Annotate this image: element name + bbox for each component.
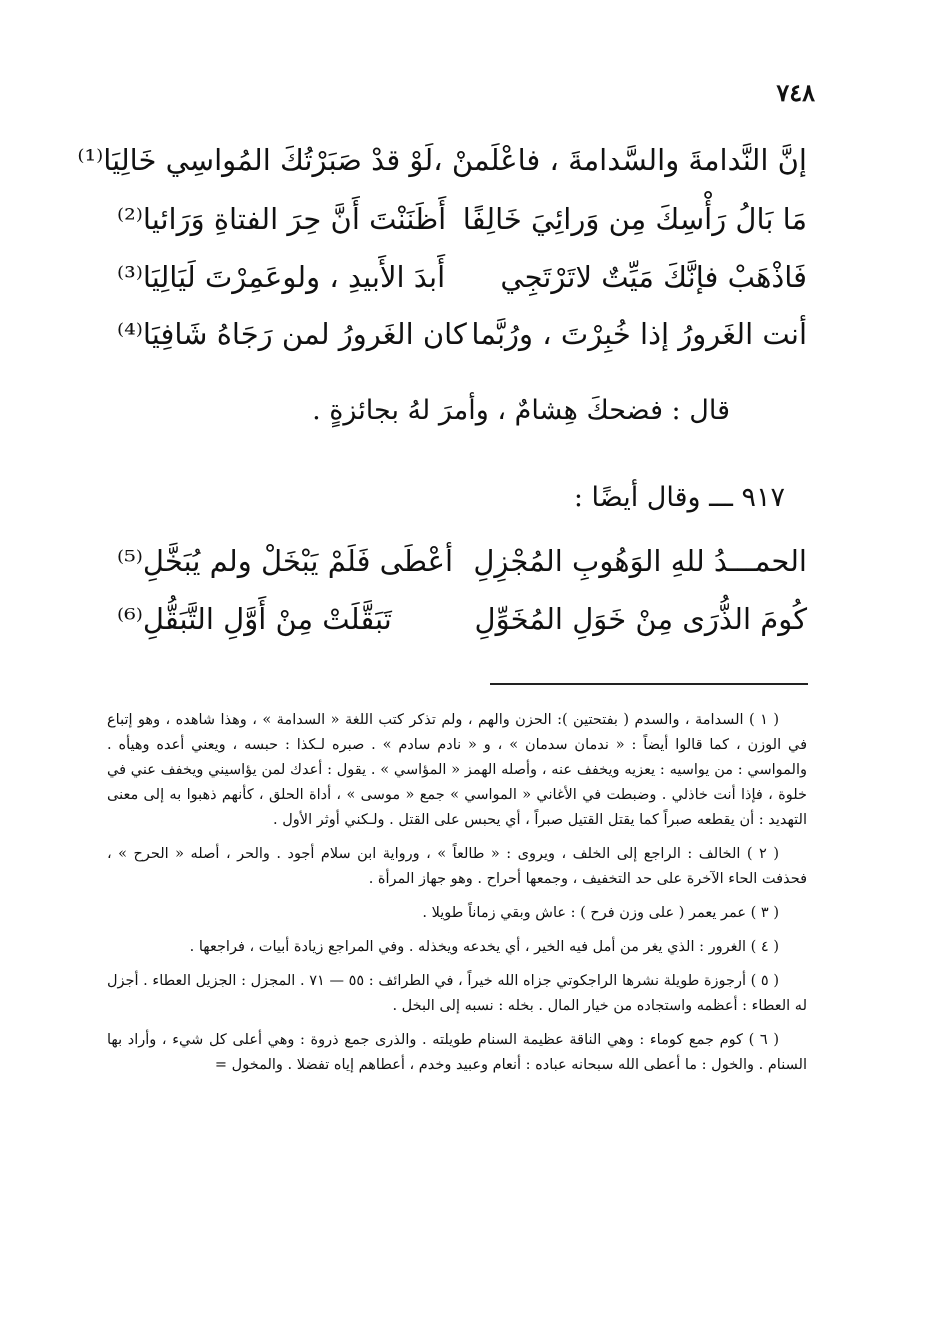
footnote bbox=[107, 842, 807, 892]
footnote-line: ( ٢ ) الخالف : الراجع إلى الخلف ، ويروى : « طالعاً » ، ورواية ابن سلام أجود . والحر ، bbox=[225, 846, 779, 862]
verse-line bbox=[117, 260, 807, 294]
footnote bbox=[107, 969, 807, 1019]
footnote bbox=[107, 935, 807, 960]
section-heading: ٩١٧ ـــ وقال أيضًا : bbox=[573, 482, 785, 513]
footnote-line: شاهده ، وهو إتباع في الوزن ، كما قالوا أيضاً : « ندمان سدمان » ، و « نادم سادم » . صبره bbox=[107, 712, 807, 753]
footnote bbox=[107, 708, 807, 833]
verse-line bbox=[117, 317, 807, 351]
verse-first-hemistich: أنت الغَرورُ إذا خُبِرْتَ ، ورُبَّما bbox=[471, 317, 807, 351]
footnotes bbox=[107, 708, 807, 1087]
verse-first-hemistich: مَا بَالُ رَأْسِكَ مِن وَرائِيَ خَالِفًا bbox=[462, 202, 807, 236]
footnote-divider bbox=[490, 683, 808, 685]
verse-first-hemistich: كُومَ الذُّرَى مِنْ خَوَلِ المُخَوِّلِ bbox=[474, 602, 807, 636]
footnote-line: ( ١ ) السدامة ، والسدم ( بفتحتين ): الحزن والهم ، ولم تذكر كتب اللغة « السدامة » ، وهذا bbox=[220, 712, 779, 728]
verse-second-hemistich: أعْطَى فَلَمْ يَبْخَلْ ولم يُبَخَّلِ⁽⁵⁾ bbox=[117, 544, 453, 578]
footnote-line: صبراً كما يقتل القتيل صبراً ، أي يحبس على القتل . ولـكني أوثر الأول . bbox=[273, 812, 693, 828]
prose-line: قال : فضحكَ هِشامٌ ، وأمرَ لهُ بجائزةٍ . bbox=[312, 395, 730, 426]
footnote bbox=[107, 1028, 807, 1078]
verse-second-hemistich: أَبدَ الأَبيدِ ، ولوعَمِرْتَ لَيَالِيَا⁽³⁾ bbox=[117, 260, 446, 294]
footnote-line: ( ٦ ) كوم جمع كوماء : وهي الناقة عظيمة السنام طويلته . والذرى جمع ذروة : وهي أعلى كل bbox=[208, 1032, 779, 1048]
footnote-line: الأغاني « المواسي » جمع « موسى » ، أداة الحلق ، كأنهم ذهبوا به إلى معنى التهديد : أن يقطعه bbox=[107, 787, 807, 828]
verse-line bbox=[117, 602, 807, 636]
footnote-line: لـكذا : حبسه ، ويعني أعده وهيأه . والمواسي : من يواسيه : يعزيه ويخفف عنه ، وأصله الهمز bbox=[107, 737, 807, 778]
verse-line bbox=[77, 143, 807, 177]
verse-first-hemistich: فَاذْهَبْ فإنَّكَ مَيِّتٌ لاتَرْتَجِي bbox=[500, 260, 807, 294]
footnote-line: ( ٤ ) الغرور : الذي يغر من أمل فيه الخير ، أي يخدعه ويخذله . وفي المراجع زيادة أبيات ، bbox=[249, 939, 779, 955]
footnote-line: ( ٣ ) عمر يعمر ( على وزن فرح ) : عاش وبقي زماناً طويلا . bbox=[422, 905, 779, 921]
footnote-line: ( ٥ ) أرجوزة طويلة نشرها الراجكوتي جزاه الله خيراً ، في الطرائف : ٥٥ — ٧١ . المجزل : bbox=[241, 973, 779, 989]
footnote-line: « المؤاسي » . يقول : أعدك لمن يؤاسيني ويخفف عني في خلوة ، فإذا أنت خاذلي . وضبطت في bbox=[107, 762, 807, 803]
footnote-line: أصله « الحرح » ، فحذفت الحاء الآخرة على حد التخفيف ، وجمعها أحراح . وهو جهاز المرأة . bbox=[107, 846, 807, 887]
footnote-line: فراجعها . bbox=[189, 939, 245, 955]
footnote bbox=[107, 901, 807, 926]
page-number: ٧٤٨ bbox=[776, 78, 815, 107]
footnote-line: شيء ، وأراد بها السنام . والخول : ما أعطى الله سبحانه عباده : أنعام وعبيد وخدم ، أعطاهم إياه تفضلا . والمخول = bbox=[107, 1032, 807, 1073]
verse-line bbox=[117, 544, 807, 578]
verse-second-hemistich: لَوْ قدْ صَبَرْتُكَ المُواسِي خَالِيَا⁽¹⁾ bbox=[77, 143, 434, 177]
verse-second-hemistich: أَظَنَنْتَ أَنَّ حِرَ الفتاةِ وَرَائيا⁽²⁾ bbox=[117, 202, 447, 236]
verse-line bbox=[117, 202, 807, 236]
footnote-line: الجزيل العطاء . أجزل له العطاء : أعظمه واستجاده من خيار المال . بخله : نسبه إلى البخل . bbox=[107, 973, 807, 1014]
verse-first-hemistich: إنَّ النَّدامةَ والسَّدامةَ ، فاعْلَمنْ ، bbox=[433, 143, 807, 177]
verse-first-hemistich: الحمـــدُ للهِ الوَهُوبِ المُجْزِلِ bbox=[473, 544, 807, 578]
verse-second-hemistich: كان الغَرورُ لمن رَجَاهُ شَافِيَا⁽⁴⁾ bbox=[117, 317, 467, 351]
verse-second-hemistich: تَبَقَّلَتْ مِنْ أَوَّلِ التَّبَقُّلِ⁽⁶⁾ bbox=[117, 602, 392, 636]
